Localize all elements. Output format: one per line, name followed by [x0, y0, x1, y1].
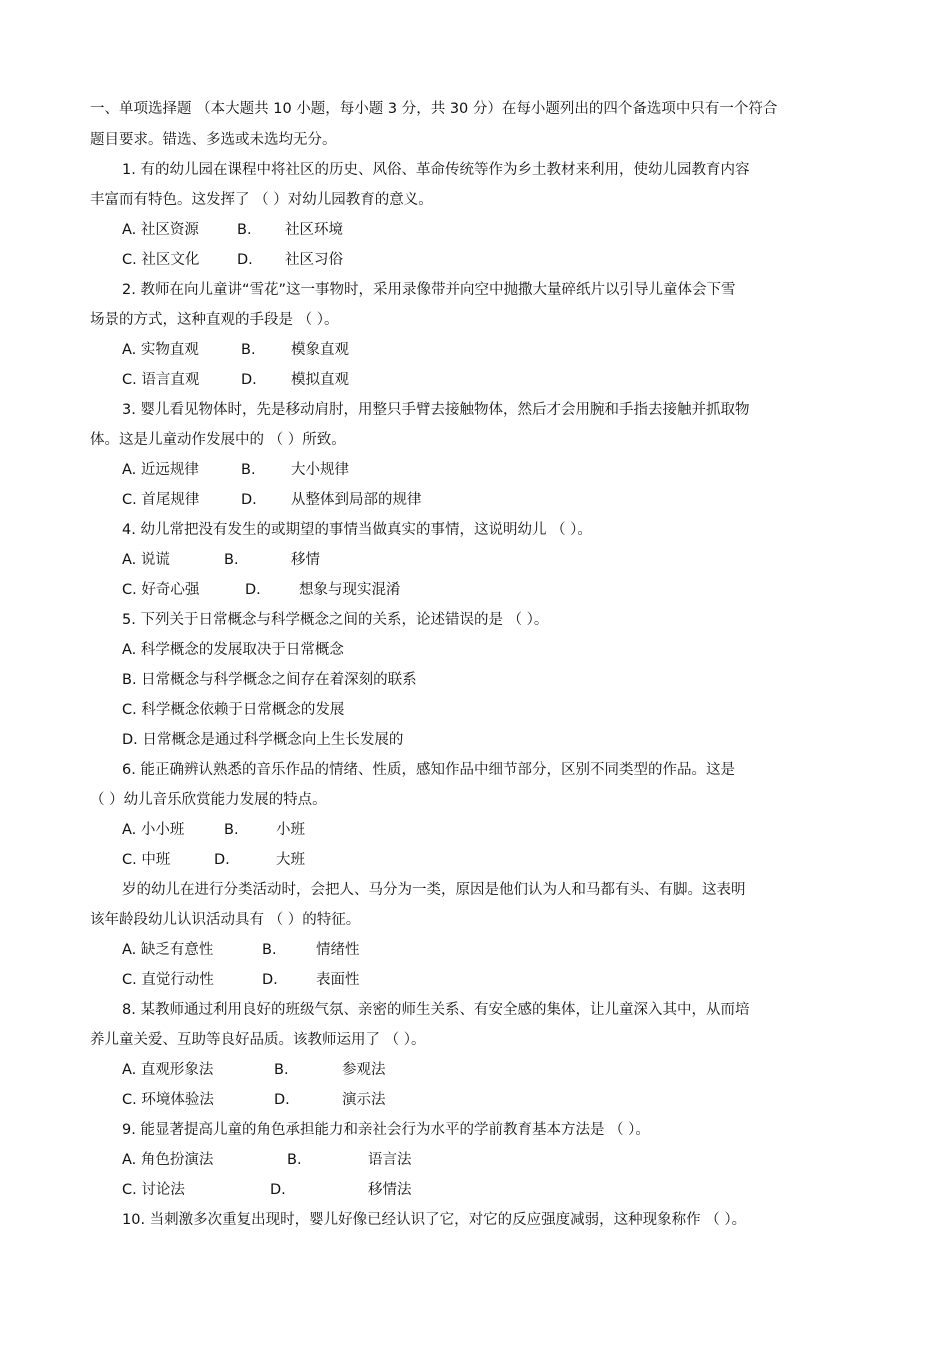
q9-option-b: 语言法: [368, 1152, 412, 1168]
section-header-cont: 题目要求。错选、多选或未选均无分。: [90, 132, 337, 148]
q8-option-a: A. 直观形象法: [122, 1062, 214, 1078]
question-3-stem: 3. 婴儿看见物体时，先是移动肩肘，用整只手臂去接触物体，然后才会用腕和手指去接触并抓取物: [122, 402, 750, 418]
question-6-stem: 6. 能正确辨认熟悉的音乐作品的情绪、性质，感知作品中细节部分，区别不同类型的作品。这是: [122, 762, 735, 778]
q4-option-b: 移情: [291, 552, 320, 568]
q9-option-d: 移情法: [368, 1182, 412, 1198]
q9-option-a: A. 角色扮演法: [122, 1152, 214, 1168]
question-7-stem-cont: 该年龄段幼儿认识活动具有 （ ）的特征。: [90, 912, 361, 928]
q3-option-c: C. 首尾规律: [122, 492, 200, 508]
q1-option-c: C. 社区文化: [122, 252, 200, 268]
q2-option-d: 模拟直观: [291, 372, 349, 388]
q8-option-c: C. 环境体验法: [122, 1092, 214, 1108]
question-8-stem: 8. 某教师通过利用良好的班级气氛、亲密的师生关系、有安全感的集体，让儿童深入其中，从而培: [122, 1002, 750, 1018]
q5-option-c: C. 科学概念依赖于日常概念的发展: [122, 702, 345, 718]
q8-option-b-letter: B.: [274, 1062, 289, 1078]
q4-option-d: 想象与现实混淆: [299, 582, 401, 598]
q6-option-c: C. 中班: [122, 852, 171, 868]
q3-option-a: A. 近远规律: [122, 462, 199, 478]
q9-option-c: C. 讨论法: [122, 1182, 185, 1198]
question-8-stem-cont: 养儿童关爱、互助等良好品质。该教师运用了 （ ）。: [90, 1032, 426, 1048]
question-6-stem-cont: （ ）幼儿音乐欣赏能力发展的特点。: [90, 792, 327, 808]
q4-option-b-letter: B.: [224, 552, 239, 568]
q1-option-b-letter: B.: [237, 222, 252, 238]
q5-option-b: B. 日常概念与科学概念之间存在着深刻的联系: [122, 672, 417, 688]
question-2-stem: 2. 教师在向儿童讲“雪花”这一事物时，采用录像带并向空中抛撒大量碎纸片以引导儿童体会下雪: [122, 282, 736, 298]
q7-option-d: 表面性: [316, 972, 360, 988]
q2-option-a: A. 实物直观: [122, 342, 199, 358]
q3-option-b: 大小规律: [291, 462, 349, 478]
q2-option-c: C. 语言直观: [122, 372, 200, 388]
question-5-stem: 5. 下列关于日常概念与科学概念之间的关系，论述错误的是 （ ）。: [122, 612, 549, 628]
q9-option-d-letter: D.: [270, 1182, 286, 1198]
q6-option-d: 大班: [276, 852, 305, 868]
question-10-stem: 10. 当刺激多次重复出现时，婴儿好像已经认识了它，对它的反应强度减弱，这种现象称作 （ ）。: [122, 1212, 747, 1228]
question-1-stem-cont: 丰富而有特色。这发挥了 （ ）对幼儿园教育的意义。: [90, 192, 433, 208]
q1-option-d: 社区习俗: [285, 252, 343, 268]
q4-option-d-letter: D.: [245, 582, 261, 598]
q1-option-a: A. 社区资源: [122, 222, 199, 238]
q6-option-b: 小班: [276, 822, 305, 838]
question-3-stem-cont: 体。这是儿童动作发展中的 （ ）所致。: [90, 432, 346, 448]
q3-option-b-letter: B.: [241, 462, 256, 478]
q4-option-a: A. 说谎: [122, 552, 170, 568]
question-9-stem: 9. 能显著提高儿童的角色承担能力和亲社会行为水平的学前教育基本方法是 （ ）。: [122, 1122, 650, 1138]
q7-option-a: A. 缺乏有意性: [122, 942, 214, 958]
q5-option-d: D. 日常概念是通过科学概念向上生长发展的: [122, 732, 404, 748]
question-1-stem: 1. 有的幼儿园在课程中将社区的历史、风俗、革命传统等作为乡土教材来利用，使幼儿园教育内容: [122, 162, 750, 178]
q6-option-d-letter: D.: [214, 852, 230, 868]
q5-option-a: A. 科学概念的发展取决于日常概念: [122, 642, 344, 658]
q1-option-d-letter: D.: [237, 252, 253, 268]
q8-option-d-letter: D.: [274, 1092, 290, 1108]
q6-option-b-letter: B.: [224, 822, 239, 838]
q8-option-b: 参观法: [342, 1062, 386, 1078]
q7-option-b-letter: B.: [262, 942, 277, 958]
q6-option-a: A. 小小班: [122, 822, 185, 838]
question-7-stem: 岁的幼儿在进行分类活动时，会把人、马分为一类，原因是他们认为人和马都有头、有脚。这表明: [122, 882, 746, 898]
q7-option-d-letter: D.: [262, 972, 278, 988]
q7-option-c: C. 直觉行动性: [122, 972, 214, 988]
q4-option-c: C. 好奇心强: [122, 582, 200, 598]
q3-option-d: 从整体到局部的规律: [291, 492, 422, 508]
section-header: 一、单项选择题 （本大题共 10 小题，每小题 3 分，共 30 分）在每小题列出的四个备选项中只有一个符合: [90, 101, 778, 117]
q8-option-d: 演示法: [342, 1092, 386, 1108]
q2-option-b: 模象直观: [291, 342, 349, 358]
q3-option-d-letter: D.: [241, 492, 257, 508]
q9-option-b-letter: B.: [287, 1152, 302, 1168]
q1-option-b: 社区环境: [285, 222, 343, 238]
question-4-stem: 4. 幼儿常把没有发生的或期望的事情当做真实的事情，这说明幼儿 （ ）。: [122, 522, 592, 538]
question-2-stem-cont: 场景的方式，这种直观的手段是 （ ）。: [90, 312, 339, 328]
q7-option-b: 情绪性: [316, 942, 360, 958]
q2-option-b-letter: B.: [241, 342, 256, 358]
q2-option-d-letter: D.: [241, 372, 257, 388]
